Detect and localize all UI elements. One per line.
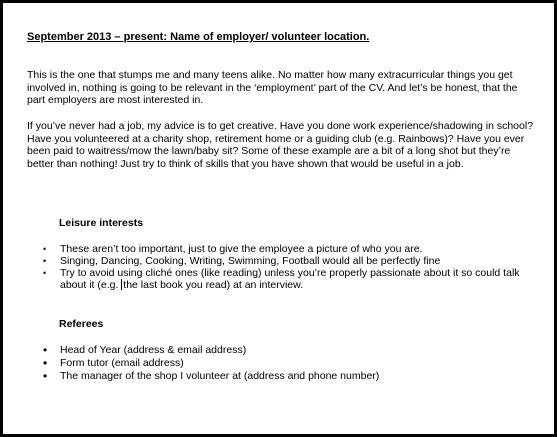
list-item-text: Head of Year (address & email address)	[60, 344, 247, 356]
paragraph-employment-advice: If you’ve never had a job, my advice is to get creative. Have you done work experience/shadowing in school? Have you volunteered at a charity shop, retirement home or a guiding club (e.g. Rainbows)? Have you ever been paid to waitress/mow the lawn/baby sit? Some of these example are a bit of a long shot but they’re better than nothing! Just try to think of skills that you have shown that would be useful in a job.	[27, 120, 534, 170]
list-item	[43, 255, 538, 267]
bullet-icon: •	[43, 268, 47, 278]
bullet-icon: •	[43, 369, 48, 383]
list-item-text: The manager of the shop I volunteer at (address and phone number)	[60, 370, 380, 382]
referees-list	[43, 344, 538, 383]
list-item-text-before-cursor: Try to avoid using cliché ones (like reading) unless you’re properly passionate about it so could talk about it (e.g.	[60, 267, 520, 291]
list-item	[43, 243, 538, 255]
bullet-icon: •	[43, 256, 47, 266]
list-item-text: Form tutor (email address)	[60, 357, 184, 369]
bullet-icon: •	[43, 356, 48, 370]
list-item-text-after-cursor: the last book you read) at an interview.	[123, 279, 304, 291]
referees-title: Referees	[59, 318, 104, 330]
list-item-text: These aren’t too important, just to give the employee a picture of who you are.	[60, 243, 423, 255]
list-item	[43, 357, 538, 370]
list-item	[43, 344, 538, 357]
employment-heading: September 2013 – present: Name of employer/ volunteer location.	[27, 31, 370, 43]
bullet-icon: •	[43, 244, 47, 254]
list-item-text: Singing, Dancing, Cooking, Writing, Swimming, Football would all be perfectly fine	[60, 255, 441, 267]
bullet-icon: •	[43, 343, 48, 357]
list-item	[43, 370, 538, 383]
leisure-interests-list	[43, 243, 538, 291]
leisure-interests-title: Leisure interests	[59, 217, 144, 229]
list-item	[43, 267, 538, 291]
paragraph-employment-intro: This is the one that stumps me and many teens alike. No matter how many extracurricular things you get involved in, nothing is going to be relevant in the ‘employment’ part of the CV. And let’s be honest, that the part employers are most interested in.	[27, 69, 518, 106]
